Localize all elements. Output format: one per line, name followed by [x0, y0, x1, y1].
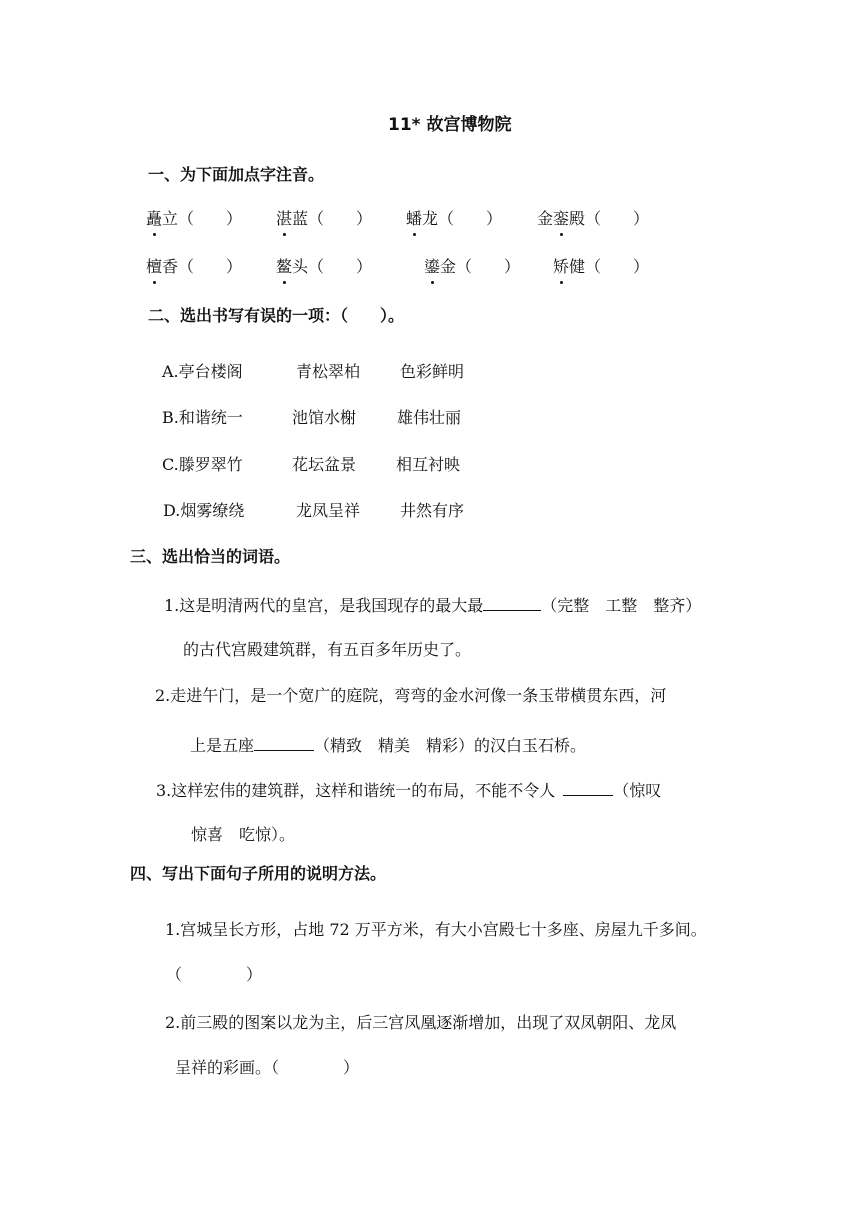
dotted-char: 湛: [276, 209, 293, 228]
section-2-heading: 二、选出书写有误的一项：（ ）。: [148, 306, 405, 325]
option-d: D.烟雾缭绕: [163, 501, 245, 520]
option-c-word-2: 花坛盆景: [292, 455, 357, 474]
question-3-3-line-2: 惊喜 吃惊）。: [191, 825, 296, 844]
option-c-word-3: 相互衬映: [396, 455, 461, 474]
question-3-3-line-1: 3.这样宏伟的建筑群，这样和谐统一的布局，不能不令人 （惊叹: [156, 781, 662, 800]
section-4-heading: 四、写出下面句子所用的说明方法。: [130, 864, 387, 883]
question-3-1-line-1: 1.这是明清两代的皇宫，是我国现存的最大最 （完整 工整 整齐）: [164, 596, 702, 615]
pinyin-item-1: 矗立（ ）: [146, 209, 243, 228]
pinyin-item-2: 湛蓝（ ）: [276, 209, 373, 228]
answer-blank[interactable]: [563, 779, 613, 796]
option-a: A.亭台楼阁: [162, 362, 243, 381]
question-3-1-line-2: 的古代宫殿建筑群，有五百多年历史了。: [183, 640, 472, 659]
page-title: 11* 故宫博物院: [388, 115, 512, 135]
option-c: C.滕罗翠竹: [162, 455, 243, 474]
option-a-word-2: 青松翠柏: [296, 362, 361, 381]
option-b: B.和谐统一: [162, 408, 243, 427]
option-b-word-3: 雄伟壮丽: [397, 408, 462, 427]
dotted-char: 蟠: [406, 209, 423, 228]
option-d-word-3: 井然有序: [400, 501, 465, 520]
section-3-heading: 三、选出恰当的词语。: [130, 547, 291, 566]
dotted-char: 鎏: [424, 257, 441, 276]
option-a-word-3: 色彩鲜明: [400, 362, 465, 381]
pinyin-item-3: 蟠龙（ ）: [406, 209, 503, 228]
question-3-2-line-2: 上是五座 （精致 精美 精彩）的汉白玉石桥。: [190, 736, 587, 755]
dotted-char: 鳌: [276, 257, 293, 276]
dotted-char: 銮: [553, 209, 570, 228]
question-4-2-line-2: 呈祥的彩画。（ ）: [175, 1058, 360, 1077]
option-d-word-2: 龙凤呈祥: [296, 501, 361, 520]
question-4-1: 1.宫城呈长方形，占地 72 万平方米，有大小宫殿七十多座、房屋九千多间。: [165, 920, 707, 939]
question-4-2-line-1: 2.前三殿的图案以龙为主，后三宫凤凰逐渐增加，出现了双凤朝阳、龙凤: [165, 1013, 677, 1032]
answer-blank[interactable]: [483, 594, 541, 611]
pinyin-item-8: 矫健（ ）: [553, 257, 650, 276]
dotted-char: 矗: [146, 209, 163, 228]
answer-blank[interactable]: [254, 734, 314, 751]
question-3-2-line-1: 2.走进午门，是一个宽广的庭院，弯弯的金水河像一条玉带横贯东西，河: [155, 686, 667, 705]
dotted-char: 檀: [146, 257, 163, 276]
pinyin-item-6: 鳌头（ ）: [276, 257, 373, 276]
dotted-char: 矫: [553, 257, 570, 276]
pinyin-item-4: 金銮殿（ ）: [537, 209, 650, 228]
pinyin-item-7: 鎏金（ ）: [424, 257, 521, 276]
pinyin-item-5: 檀香（ ）: [146, 257, 243, 276]
section-1-heading: 一、为下面加点字注音。: [148, 165, 325, 184]
option-b-word-2: 池馆水榭: [292, 408, 357, 427]
question-4-1-answer[interactable]: （ ）: [166, 965, 263, 984]
